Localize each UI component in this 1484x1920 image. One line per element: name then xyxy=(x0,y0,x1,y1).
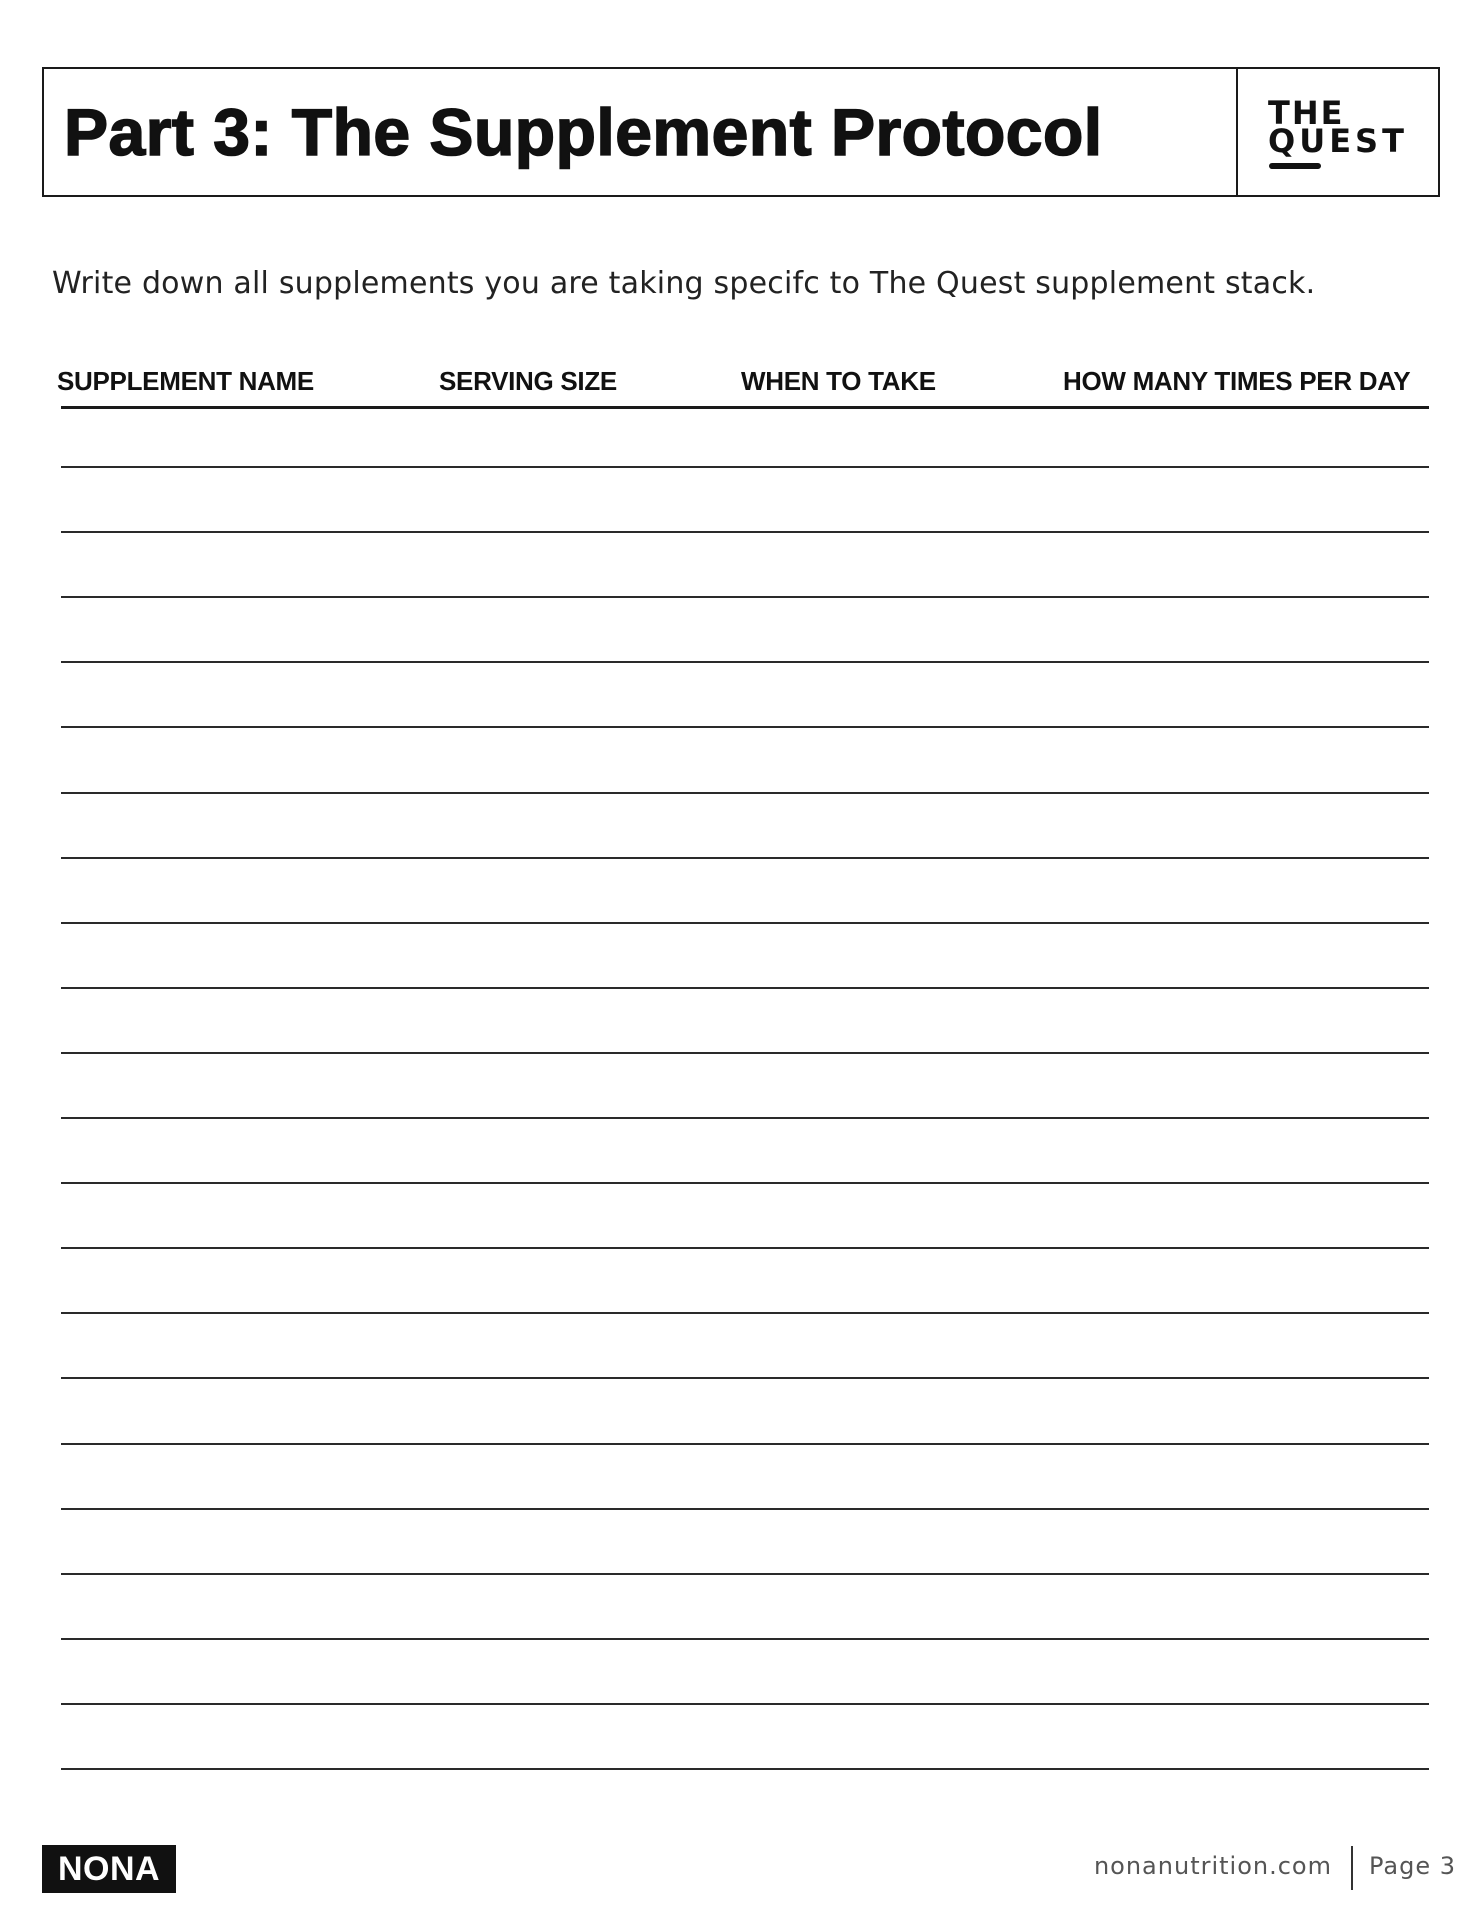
blank-row-line xyxy=(61,661,1429,663)
blank-row-line xyxy=(61,922,1429,924)
blank-row-line xyxy=(61,1768,1429,1770)
column-header-when-to-take: WHEN TO TAKE xyxy=(741,366,936,396)
page-title: Part 3: The Supplement Protocol xyxy=(64,95,1103,169)
instructions-text: Write down all supplements you are taking specifc to The Quest supplement stack. xyxy=(52,266,1316,301)
nona-logo: NONA xyxy=(42,1845,176,1893)
logo-text-the: THE xyxy=(1268,94,1345,132)
page-number: Page 3 xyxy=(1369,1852,1456,1880)
blank-row-line xyxy=(61,1052,1429,1054)
logo-underline-mark xyxy=(1269,163,1321,169)
column-header-times-per-day: HOW MANY TIMES PER DAY xyxy=(1063,366,1411,396)
blank-row-line xyxy=(61,1182,1429,1184)
blank-row-line xyxy=(61,857,1429,859)
page-header xyxy=(42,67,1440,197)
blank-row-line xyxy=(61,596,1429,598)
blank-row-line xyxy=(61,1443,1429,1445)
blank-row-line xyxy=(61,1508,1429,1510)
blank-row-line xyxy=(61,531,1429,533)
blank-row-line xyxy=(61,1247,1429,1249)
the-quest-logo xyxy=(1238,69,1438,195)
blank-row-line xyxy=(61,987,1429,989)
blank-row-line xyxy=(61,792,1429,794)
blank-row-line xyxy=(61,1638,1429,1640)
footer-divider xyxy=(1351,1846,1353,1890)
blank-row-line xyxy=(61,1703,1429,1705)
logo-text-quest: QUEST xyxy=(1268,122,1408,160)
blank-row-line xyxy=(61,1117,1429,1119)
blank-row-line xyxy=(61,726,1429,728)
table-header-rule xyxy=(61,406,1429,409)
blank-row-line xyxy=(61,466,1429,468)
blank-row-line xyxy=(61,1377,1429,1379)
blank-row-line xyxy=(61,1312,1429,1314)
footer-url: nonanutrition.com xyxy=(1093,1852,1332,1880)
blank-row-line xyxy=(61,1573,1429,1575)
column-header-serving-size: SERVING SIZE xyxy=(439,366,617,396)
column-header-supplement-name: SUPPLEMENT NAME xyxy=(57,366,314,396)
title-cell xyxy=(44,69,1238,195)
